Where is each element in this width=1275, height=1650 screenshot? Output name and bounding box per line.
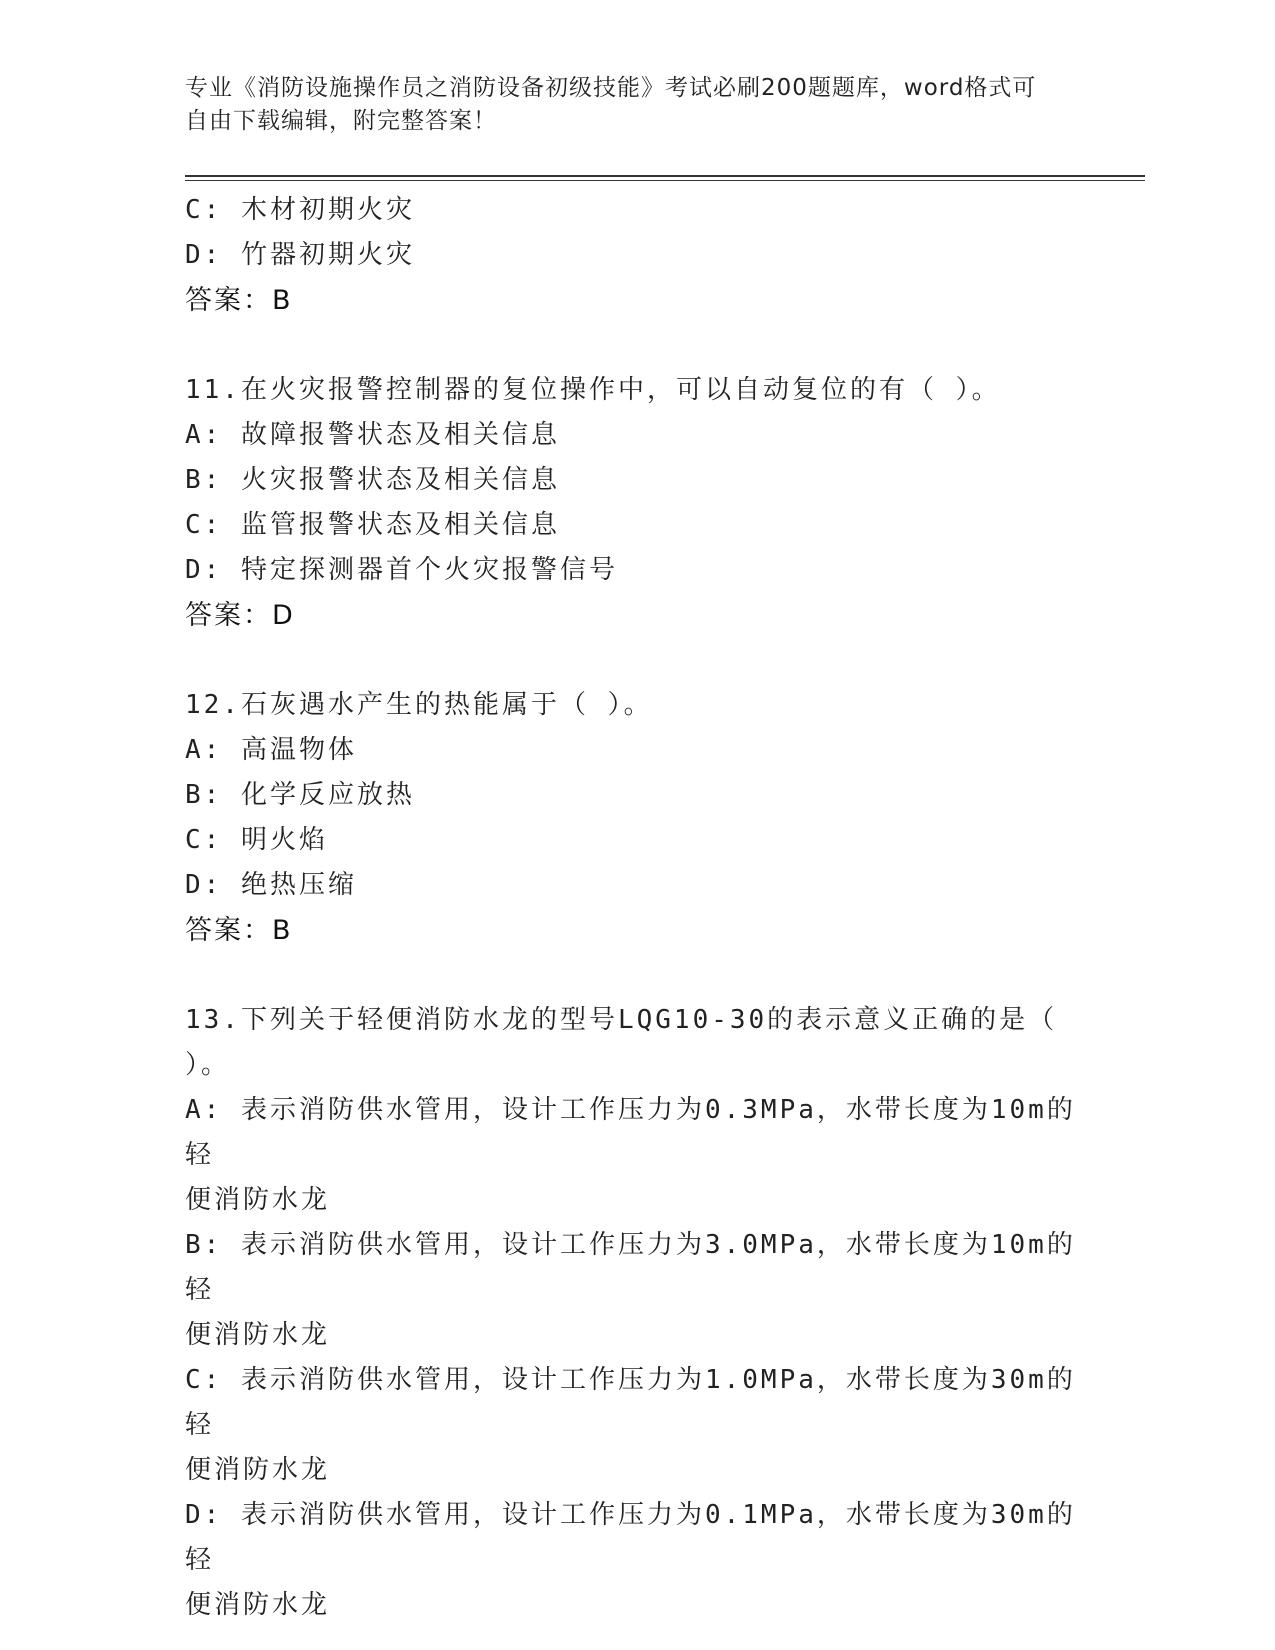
option-b-line-2: 便消防水龙	[185, 1320, 331, 1350]
header-divider-thin	[185, 180, 1145, 181]
spacer	[185, 638, 1085, 683]
header-line-1: 专业《消防设施操作员之消防设备初级技能》考试必刷200题题库，word格式可	[185, 75, 1037, 101]
option-c: C: 木材初期火灾	[185, 195, 415, 225]
question-stem-line-2: ）。	[185, 1050, 231, 1080]
option-a-line-2: 便消防水龙	[185, 1185, 331, 1215]
option-c-line-2: 便消防水龙	[185, 1455, 331, 1485]
question-stem: 11.在火灾报警控制器的复位操作中，可以自动复位的有（ ）。	[185, 375, 1001, 405]
document-header	[185, 72, 1065, 138]
question-stem-line-1: 13.下列关于轻便消防水龙的型号LQG10-30的表示意义正确的是（	[185, 1005, 1058, 1035]
option-b-line-1: B: 表示消防供水管用，设计工作压力为3.0MPa，水带长度为10m的轻	[185, 1230, 1076, 1305]
header-divider	[185, 175, 1145, 177]
answer-label: 答案：B	[185, 915, 293, 946]
question-stem: 12.石灰遇水产生的热能属于（ ）。	[185, 690, 653, 720]
option-d: D: 特定探测器首个火灾报警信号	[185, 555, 618, 585]
option-a: A: 故障报警状态及相关信息	[185, 420, 560, 450]
option-d: D: 绝热压缩	[185, 870, 357, 900]
option-a: A: 高温物体	[185, 735, 357, 765]
option-d-line-2: 便消防水龙	[185, 1590, 331, 1620]
question-content	[185, 188, 1085, 1628]
spacer	[185, 323, 1085, 368]
option-c-line-1: C: 表示消防供水管用，设计工作压力为1.0MPa，水带长度为30m的轻	[185, 1365, 1076, 1440]
option-d: D: 竹器初期火灾	[185, 240, 415, 270]
header-line-2: 自由下载编辑，附完整答案！	[185, 108, 497, 134]
option-b: B: 化学反应放热	[185, 780, 415, 810]
answer-label: 答案：B	[185, 285, 293, 316]
option-d-line-1: D: 表示消防供水管用，设计工作压力为0.1MPa，水带长度为30m的轻	[185, 1500, 1076, 1575]
option-c: C: 监管报警状态及相关信息	[185, 510, 560, 540]
option-a-line-1: A: 表示消防供水管用，设计工作压力为0.3MPa，水带长度为10m的轻	[185, 1095, 1076, 1170]
question-10-continued	[185, 188, 1085, 323]
question-11	[185, 368, 1085, 638]
question-13	[185, 998, 1085, 1628]
question-12	[185, 683, 1085, 953]
option-b: B: 火灾报警状态及相关信息	[185, 465, 560, 495]
spacer	[185, 953, 1085, 998]
answer-label: 答案：D	[185, 600, 295, 631]
option-c: C: 明火焰	[185, 825, 328, 855]
